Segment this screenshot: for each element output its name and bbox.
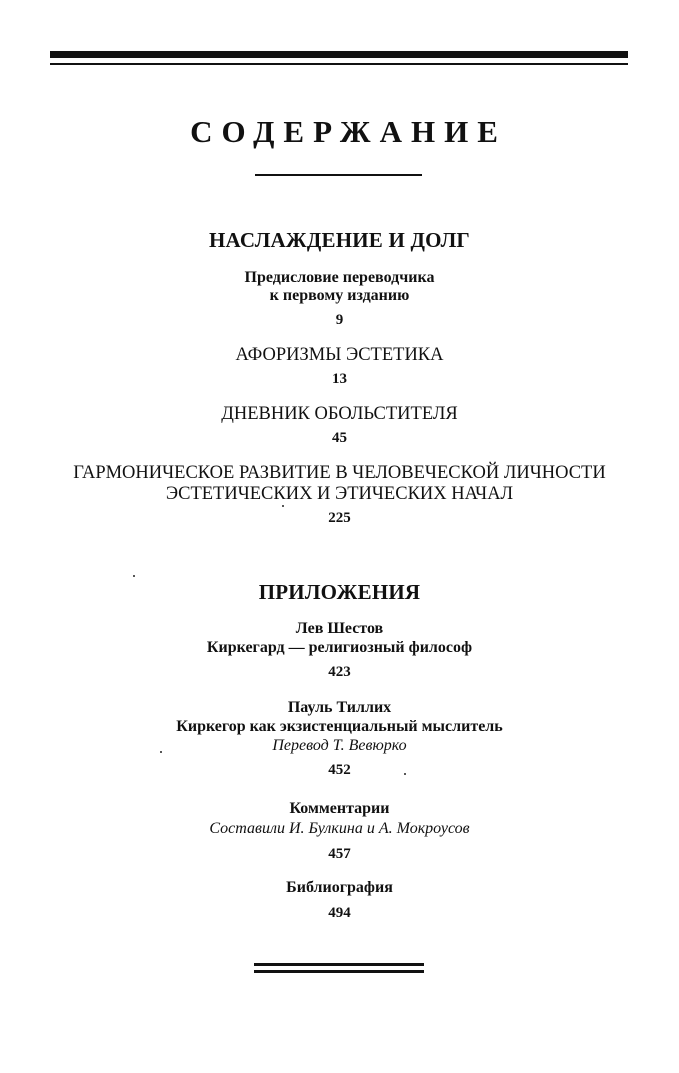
toc-page-number: 457 (328, 846, 351, 862)
toc-entry-compilers-note: Составили И. Булкина и А. Мокроусов (209, 820, 470, 837)
scan-speck (133, 575, 135, 577)
toc-page-number: 45 (332, 430, 347, 446)
toc-entry-commentary: Комментарии (289, 800, 390, 817)
toc-page-number: 13 (332, 371, 347, 387)
bottom-rule-lower (254, 970, 424, 973)
top-rule-thick (50, 51, 628, 58)
toc-entry-preface-line2: к первому изданию (269, 287, 410, 304)
scan-speck (404, 773, 406, 775)
toc-page-number: 9 (335, 312, 344, 328)
toc-page-number: 452 (328, 762, 351, 778)
toc-entry-author-shestov: Лев Шестов (295, 620, 384, 637)
toc-page-number: 225 (328, 510, 351, 526)
title-underline (255, 174, 422, 176)
toc-entry-bibliography: Библиография (286, 879, 393, 896)
bottom-rule-upper (254, 963, 424, 966)
page-title: СОДЕРЖАНИЕ (190, 114, 507, 149)
part-heading-appendices: ПРИЛОЖЕНИЯ (258, 580, 421, 604)
toc-entry-kierkegaard-existential-thinker: Киркегор как экзистенциальный мыслитель (176, 718, 503, 735)
toc-entry-aphorisms: АФОРИЗМЫ ЭСТЕТИКА (235, 345, 444, 365)
toc-entry-preface-line1: Предисловие переводчика (244, 269, 435, 286)
toc-entry-author-tillich: Пауль Тиллих (287, 699, 392, 716)
toc-entry-translator-note: Перевод Т. Вевюрко (272, 737, 407, 754)
toc-entry-harmonious-development-line2: ЭСТЕТИЧЕСКИХ И ЭТИЧЕСКИХ НАЧАЛ (165, 484, 514, 504)
toc-entry-kierkegaard-religious-philosopher: Киркегард — религиозный философ (206, 639, 473, 656)
scan-speck (160, 751, 162, 753)
toc-entry-harmonious-development-line1: ГАРМОНИЧЕСКОЕ РАЗВИТИЕ В ЧЕЛОВЕЧЕСКОЙ ЛИЧНОСТИ (73, 463, 606, 483)
top-rule-thin (50, 63, 628, 65)
toc-page-number: 494 (328, 905, 351, 921)
scan-speck (282, 505, 284, 507)
part-heading-pleasure-and-duty: НАСЛАЖДЕНИЕ И ДОЛГ (209, 228, 470, 252)
toc-page-number: 423 (328, 664, 351, 680)
toc-entry-diary-of-seducer: ДНЕВНИК ОБОЛЬСТИТЕЛЯ (221, 404, 458, 424)
